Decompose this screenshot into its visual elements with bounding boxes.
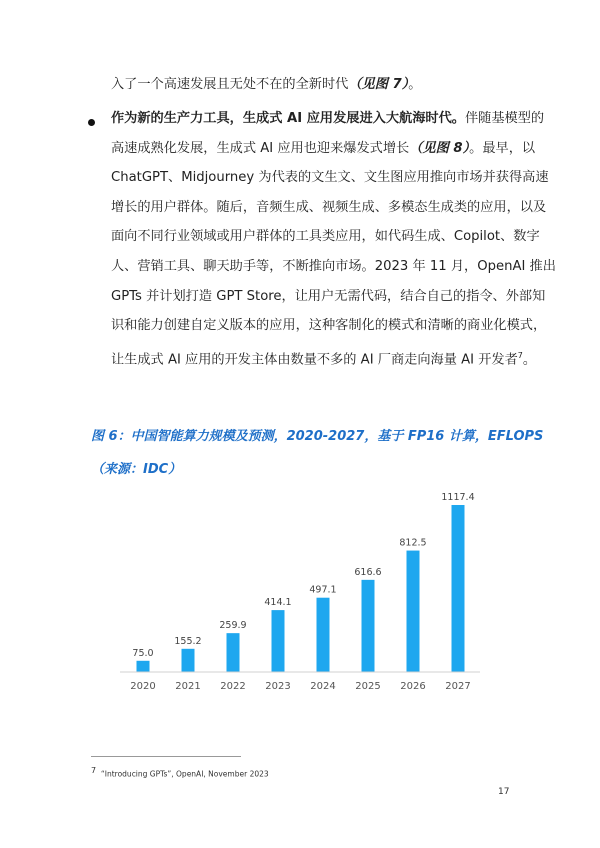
data-label-2024: 497.1: [309, 584, 337, 596]
bullet-line-1-rest: 伴随基模型的: [464, 111, 545, 126]
bullet-lead-text: 作为新的生产力工具，生成式 AI 应用发展进入大航海时代。: [111, 111, 465, 126]
bullet-line-6: 人、营销工具、聊天助手等，不断推向市场。2023 年 11 月，OpenAI 推出: [111, 258, 556, 274]
bullet-line-9: [111, 341, 537, 375]
bar-2020: [137, 661, 150, 672]
bar-2024: [317, 598, 330, 672]
bullet-line-8: 识和能力创建自定义版本的应用，这种客制化的模式和清晰的商业化模式，: [111, 318, 547, 334]
x-tick-2022: 2022: [220, 681, 246, 692]
bullet-line-5: 面向不同行业领域或用户群体的工具类应用，如代码生成、Copilot、数字: [111, 229, 540, 245]
bar-2026: [407, 551, 420, 672]
x-tick-2020: 2020: [130, 681, 156, 692]
bullet-line-2-text: 高速成熟化发展，生成式 AI 应用也迎来爆发式增长: [111, 140, 410, 156]
x-tick-2027: 2027: [445, 681, 471, 692]
bar-2025: [362, 580, 375, 672]
bars-layer: [130, 492, 474, 692]
intro-text: 入了一个高速发展且无处不在的全新时代: [111, 77, 349, 92]
bullet-line-4: 增长的用户群体。随后，音频生成、视频生成、多模态生成类的应用，以及: [111, 199, 547, 215]
bar-2021: [182, 649, 195, 672]
intro-period: 。: [408, 77, 422, 92]
bullet-line-3: ChatGPT、Midjourney 为代表的文生文、文生图应用推向市场并获得高速: [111, 170, 549, 186]
bullet-line-9-end: 。: [522, 352, 537, 368]
bar-chart: [110, 480, 490, 705]
bar-2023: [272, 610, 285, 672]
bullet-line-2-end: 。最早，以: [469, 140, 536, 156]
intro-line: [111, 70, 516, 100]
x-tick-2025: 2025: [355, 681, 381, 692]
bullet-dot: [88, 119, 95, 126]
footnote-text: “Introducing GPTs”, OpenAI, November 2023: [100, 769, 269, 779]
figure-title: 图 6：中国智能算力规模及预测，2020-2027，基于 FP16 计算，EFLOPS: [91, 429, 544, 444]
data-label-2026: 812.5: [399, 537, 427, 549]
x-tick-2021: 2021: [175, 681, 201, 692]
figure-8-reference[interactable]: （见图 8）: [409, 140, 470, 156]
data-label-2020: 75.0: [132, 647, 154, 659]
bullet-line-7: GPTs 并计划打造 GPT Store，让用户无需代码，结合自己的指令、外部知: [111, 288, 546, 304]
bullet-line-2: [111, 134, 536, 164]
bar-2022: [227, 633, 240, 672]
footnote-divider: [91, 756, 241, 757]
page-number: 17: [498, 787, 510, 797]
figure-7-reference[interactable]: （见图 7）: [348, 77, 409, 92]
data-label-2021: 155.2: [174, 635, 202, 647]
figure-source: （来源：IDC）: [91, 462, 182, 477]
data-label-2023: 414.1: [264, 597, 292, 609]
bar-2027: [452, 505, 465, 672]
bullet-line-1: [111, 104, 545, 134]
footnote-mark: 7: [91, 766, 97, 775]
x-tick-2023: 2023: [265, 681, 291, 692]
footnote-7-mark[interactable]: 7: [517, 350, 523, 360]
bullet-line-9-text: 让生成式 AI 应用的开发主体由数量不多的 AI 厂商走向海量 AI 开发者: [111, 352, 518, 368]
intro-paragraph: [111, 70, 516, 100]
footnote: [91, 766, 269, 779]
bullet-paragraph: [111, 104, 556, 375]
x-tick-2026: 2026: [400, 681, 426, 692]
data-label-2025: 616.6: [354, 566, 382, 578]
data-label-2022: 259.9: [219, 620, 247, 632]
data-label-2027: 1117.4: [441, 492, 475, 503]
x-tick-2024: 2024: [310, 681, 336, 692]
